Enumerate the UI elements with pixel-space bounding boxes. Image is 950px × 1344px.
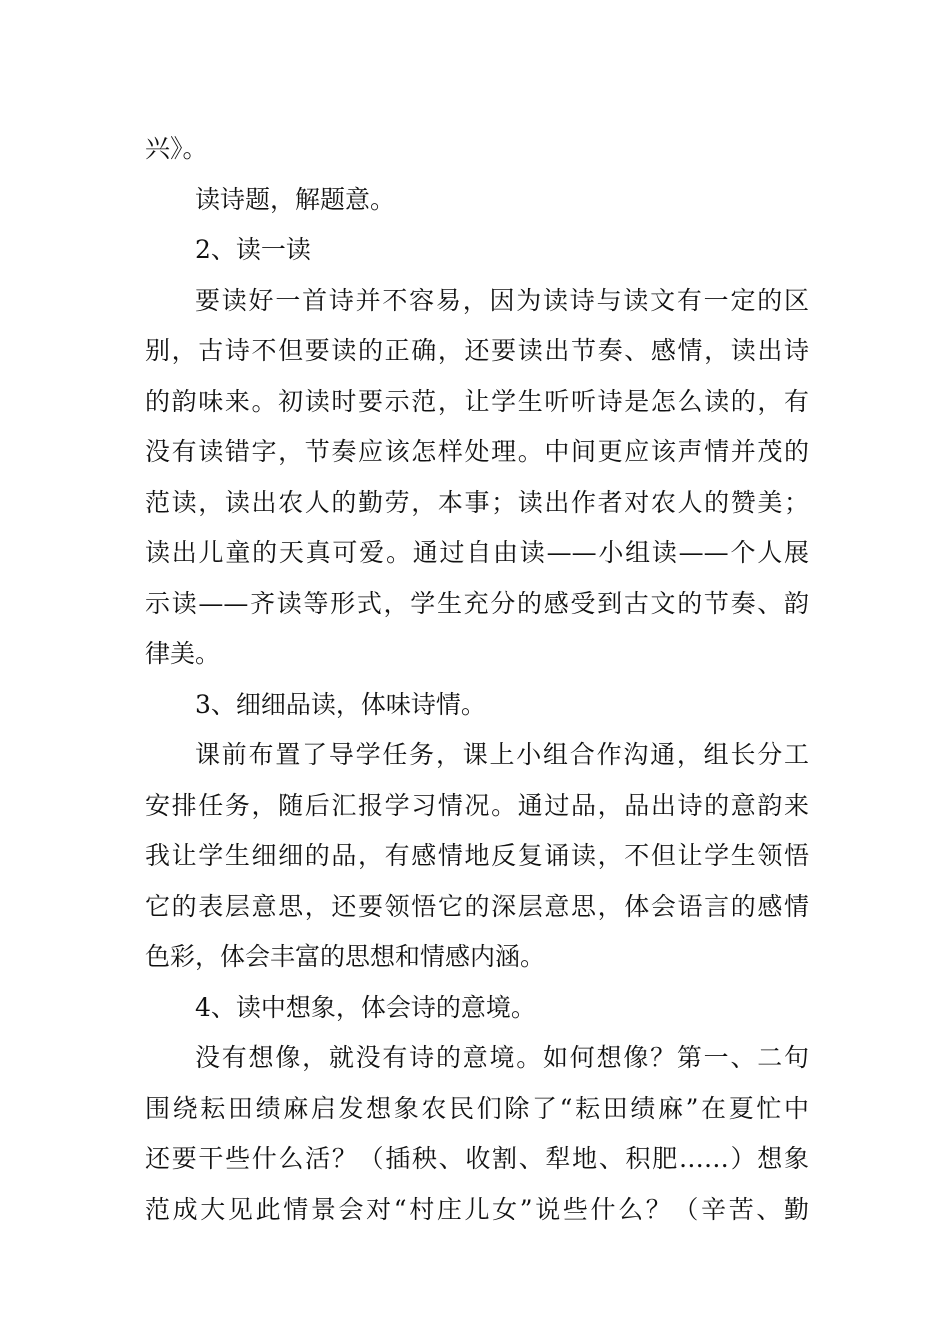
text-line: 没有想像，就没有诗的意境。如何想像？第一、二句 xyxy=(195,1043,809,1072)
text-line: 读诗题，解题意。 xyxy=(195,184,396,214)
text-line: 围绕耘田绩麻启发想象农民们除了“耘田绩麻”在夏忙中 xyxy=(145,1093,809,1123)
text-line: 兴》。 xyxy=(145,134,208,163)
text-line: 安排任务，随后汇报学习情况。通过品，品出诗的意韵来 xyxy=(145,790,809,820)
text-line: 课前布置了导学任务，课上小组合作沟通，组长分工 xyxy=(195,740,809,769)
text-line: 范成大见此情景会对“村庄儿女”说些什么？（辛苦、勤 xyxy=(145,1194,809,1224)
text-line: 律美。 xyxy=(145,639,221,668)
text-line: 范读，读出农人的勤劳，本事；读出作者对农人的赞美； xyxy=(145,487,809,517)
section-heading: 4、读中想象，体会诗的意境。 xyxy=(195,992,536,1022)
text-line: 它的表层意思，还要领悟它的深层意思，体会语言的感情 xyxy=(145,891,809,921)
section-heading: 3、细细品读，体味诗情。 xyxy=(195,689,486,719)
text-line: 还要干些什么活？（插秧、收割、犁地、积肥……）想象 xyxy=(145,1144,809,1173)
text-line: 示读——齐读等形式，学生充分的感受到古文的节奏、韵 xyxy=(145,588,809,618)
section-heading: 2、读一读 xyxy=(195,235,311,264)
text-line: 别，古诗不但要读的正确，还要读出节奏、感情，读出诗 xyxy=(145,336,809,365)
text-line: 要读好一首诗并不容易，因为读诗与读文有一定的区 xyxy=(195,285,809,315)
text-line: 读出儿童的天真可爱。通过自由读——小组读——个人展 xyxy=(145,538,809,567)
text-line: 我让学生细细的品，有感情地反复诵读，不但让学生领悟 xyxy=(145,841,809,870)
text-line: 没有读错字，节奏应该怎样处理。中间更应该声情并茂的 xyxy=(145,437,809,466)
text-line: 的韵味来。初读时要示范，让学生听听诗是怎么读的，有 xyxy=(145,386,809,416)
document-body xyxy=(145,124,809,1235)
text-line: 色彩，体会丰富的思想和情感内涵。 xyxy=(145,942,546,971)
